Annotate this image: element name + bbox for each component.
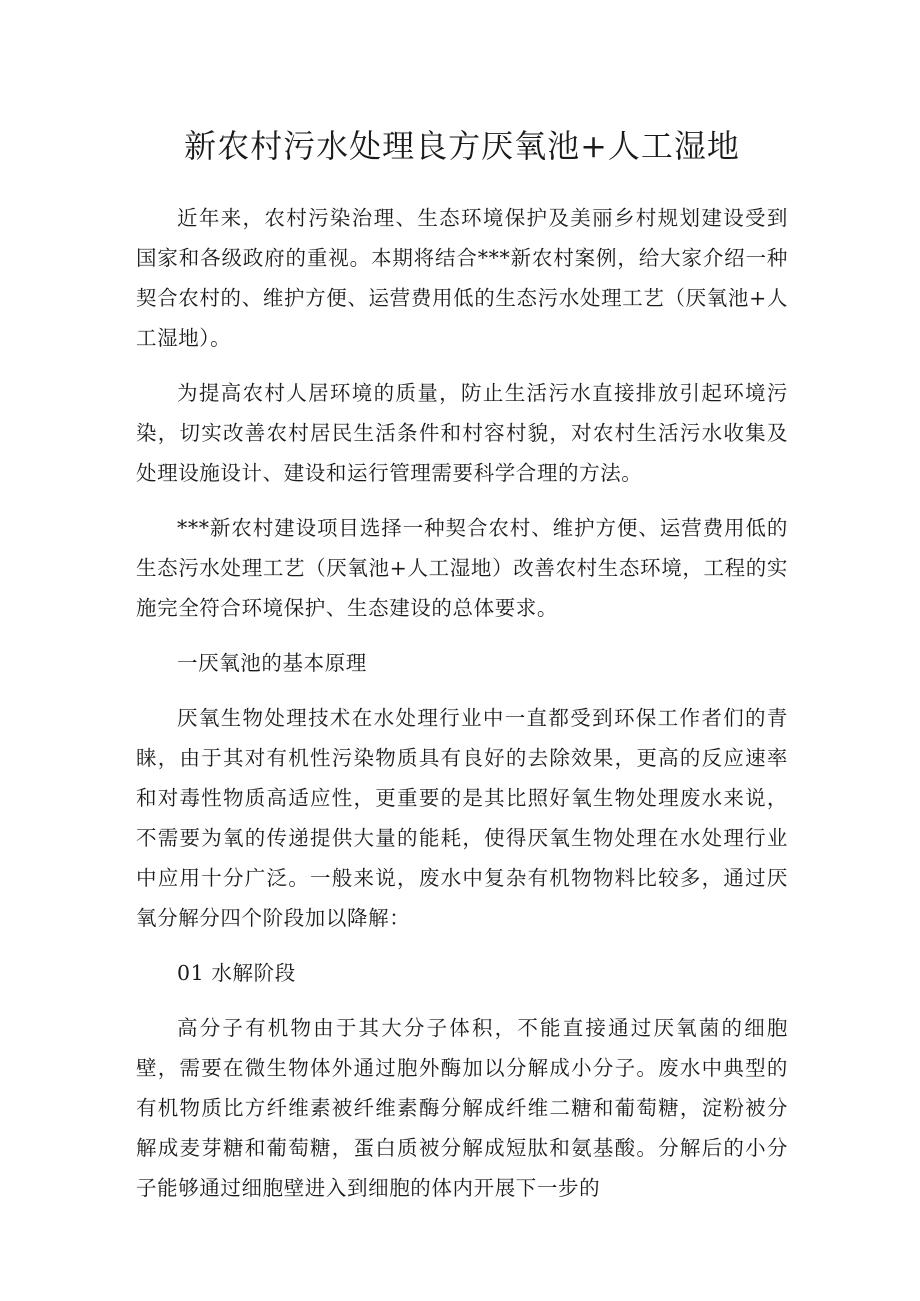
- document-page: [136, 118, 788, 1223]
- project-paragraph: ***新农村建设项目选择一种契合农村、维护方便、运营费用低的生态污水处理工艺（厌氧池+人工湿地）改善农村生态环境，工程的实施完全符合环境保护、生态建设的总体要求。: [136, 516, 788, 620]
- intro-paragraph: 近年来，农村污染治理、生态环境保护及美丽乡村规划建设受到国家和各级政府的重视。本期将结合***新农村案例，给大家介绍一种契合农村的、维护方便、运营费用低的生态污水处理工艺（厌氧池+人工湿地）。: [136, 206, 788, 350]
- document-title: 新农村污水处理良方厌氧池+人工湿地: [184, 127, 740, 165]
- anaerobic-principle-paragraph: 厌氧生物处理技术在水处理行业中一直都受到环保工作者们的青睐，由于其对有机性污染物质具有良好的去除效果，更高的反应速率和对毒性物质高适应性，更重要的是其比照好氧生物处理废水来说，不需要为氧的传递提供大量的能耗，使得厌氧生物处理在水处理行业中应用十分广泛。一般来说，废水中复杂有机物物料比较多，通过厌氧分解分四个阶段加以降解：: [136, 706, 788, 930]
- hydrolysis-paragraph: 高分子有机物由于其大分子体积，不能直接通过厌氧菌的细胞壁，需要在微生物体外通过胞外酶加以分解成小分子。废水中典型的有机物质比方纤维素被纤维素酶分解成纤维二糖和葡萄糖，淀粉被分解成麦芽糖和葡萄糖，蛋白质被分解成短肽和氨基酸。分解后的小分子能够通过细胞壁进入到细胞的体内开展下一步的: [136, 1016, 788, 1200]
- section-heading-anaerobic-principle: 一厌氧池的基本原理: [177, 651, 367, 675]
- subsection-heading-hydrolysis: 01 水解阶段: [177, 961, 296, 985]
- purpose-paragraph: 为提高农村人居环境的质量，防止生活污水直接排放引起环境污染，切实改善农村居民生活条件和村容村貌，对农村生活污水收集及处理设施设计、建设和运行管理需要科学合理的方法。: [136, 381, 788, 485]
